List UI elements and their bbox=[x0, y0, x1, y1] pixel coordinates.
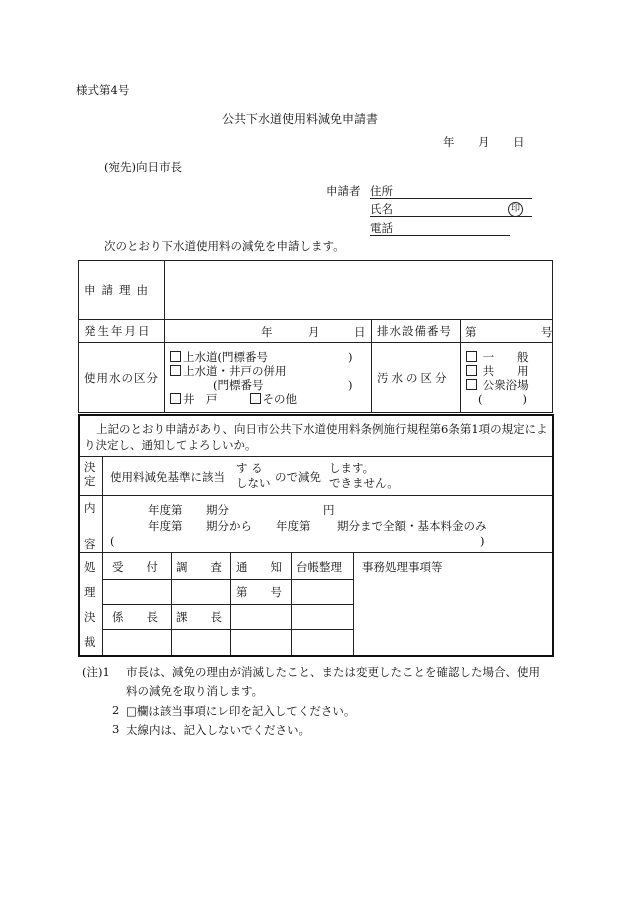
cell-kakaricho: 係 長 bbox=[112, 610, 158, 624]
phone-line[interactable] bbox=[370, 235, 510, 236]
note-3-text: 太線内は、記入しないでください。 bbox=[126, 723, 310, 737]
address-line[interactable] bbox=[370, 198, 532, 199]
form-number: 様式第4号 bbox=[76, 83, 130, 97]
cell-tsuchi: 通 知 bbox=[236, 560, 282, 574]
water-opt-1[interactable]: 上水道(門標番号 ) bbox=[170, 350, 366, 364]
checkbox[interactable] bbox=[250, 393, 261, 404]
intro-text: 次のとおり下水道使用料の減免を申請します。 bbox=[104, 239, 345, 253]
content-label-1: 内 bbox=[84, 501, 96, 515]
note-1-line-2: 料の減免を取り消します。 bbox=[126, 684, 264, 698]
checkbox[interactable] bbox=[466, 365, 477, 376]
cell-daicho: 台帳整理 bbox=[296, 560, 342, 574]
checkbox[interactable] bbox=[466, 351, 477, 362]
name-line[interactable] bbox=[370, 216, 532, 217]
application-table bbox=[78, 260, 553, 413]
water-opt-2-number[interactable]: (門標番号 ) bbox=[213, 377, 353, 392]
decision-label: 決 定 bbox=[84, 460, 96, 488]
sewage-opt-4[interactable]: ( ) bbox=[478, 391, 527, 406]
note-2-label: 2 bbox=[112, 703, 120, 717]
seal-mark: 印 bbox=[508, 200, 523, 217]
sewage-type-label: 汚水の区分 bbox=[372, 343, 461, 413]
addressee: (宛先)向日市長 bbox=[104, 160, 182, 174]
occurrence-label: 発生年月日 bbox=[79, 320, 165, 343]
checkbox[interactable] bbox=[170, 393, 181, 404]
name-label: 氏名 bbox=[370, 202, 393, 216]
office-use-section: 上記のとおり申請があり、向日市公共下水道使用料条例施行規程第6条第1項の規定によ り決定し、通知してよろしいか。 決 定 使用料減免基準に該当 す る しない ので減免 します。 できません。 内 容 年度第 期分 円 年度第 期分から 年度第 期分まで全額・基本料金のみ ( ) 処 理 決 裁 受 付 調 査 通 知 台帳整理 事務処理事項等 第 号 係 長 課 長 bbox=[78, 414, 554, 657]
decision-text: 使用料減免基準に該当 bbox=[110, 470, 225, 484]
reason-label: 申請理由 bbox=[79, 261, 165, 320]
drain-no-label: 排水設備番号 bbox=[372, 320, 461, 343]
decision-suru[interactable]: す る bbox=[236, 461, 263, 475]
date-year[interactable]: 年 bbox=[443, 135, 455, 149]
sewage-opt-1[interactable]: 一 般 bbox=[466, 350, 547, 364]
applicant-label: 申請者 bbox=[326, 184, 361, 198]
checkbox[interactable] bbox=[170, 365, 181, 376]
sewage-opt-2[interactable]: 共 用 bbox=[466, 364, 547, 378]
cell-kacho: 課 長 bbox=[176, 610, 222, 624]
notice-line-2: り決定し、通知してよろしいか。 bbox=[84, 438, 257, 452]
page-title: 公共下水道使用料減免申請書 bbox=[222, 112, 379, 126]
reason-field[interactable] bbox=[165, 261, 553, 320]
date-day[interactable]: 日 bbox=[513, 135, 525, 149]
checkbox[interactable] bbox=[170, 351, 181, 362]
note-1-label: (注)1 bbox=[82, 665, 110, 679]
decision-text-b: ので減免 bbox=[275, 470, 321, 484]
content-label-2: 容 bbox=[84, 537, 96, 551]
sewage-type-options bbox=[461, 343, 553, 413]
checkbox[interactable] bbox=[466, 379, 477, 390]
decision-dekimasen[interactable]: できません。 bbox=[329, 476, 399, 490]
water-type-label: 使用水の区分 bbox=[79, 343, 165, 413]
decision-shimasu[interactable]: します。 bbox=[329, 461, 375, 475]
water-type-options bbox=[165, 343, 372, 413]
sewage-opt-3[interactable]: 公衆浴場 bbox=[466, 378, 547, 392]
cell-dai-go: 第 号 bbox=[236, 585, 282, 599]
date-month[interactable]: 月 bbox=[478, 135, 490, 149]
note-3-label: 3 bbox=[112, 722, 120, 736]
drain-no-field[interactable]: 第 号 bbox=[461, 320, 553, 343]
occurrence-date-field[interactable]: 年 月 日 bbox=[165, 320, 372, 343]
water-opt-2[interactable]: 上水道・井戸の併用 bbox=[170, 364, 366, 378]
cell-chosa: 調 査 bbox=[176, 560, 222, 574]
decision-shinai[interactable]: しない bbox=[236, 476, 271, 490]
note-2-text: □欄は該当事項にレ印を記入してください。 bbox=[126, 704, 356, 718]
notice-line-1: 上記のとおり申請があり、向日市公共下水道使用料条例施行規程第6条第1項の規定によ bbox=[96, 422, 548, 436]
water-opt-3-4[interactable]: 井 戸 その他 bbox=[170, 392, 366, 406]
cell-jimu: 事務処理事項等 bbox=[362, 560, 443, 574]
phone-label: 電話 bbox=[370, 221, 393, 235]
address-label: 住所 bbox=[370, 184, 393, 198]
cell-uketsuke: 受 付 bbox=[112, 560, 158, 574]
note-1-line-1: 市長は、減免の理由が消滅したこと、または変更したことを確認した場合、使用 bbox=[126, 665, 540, 679]
